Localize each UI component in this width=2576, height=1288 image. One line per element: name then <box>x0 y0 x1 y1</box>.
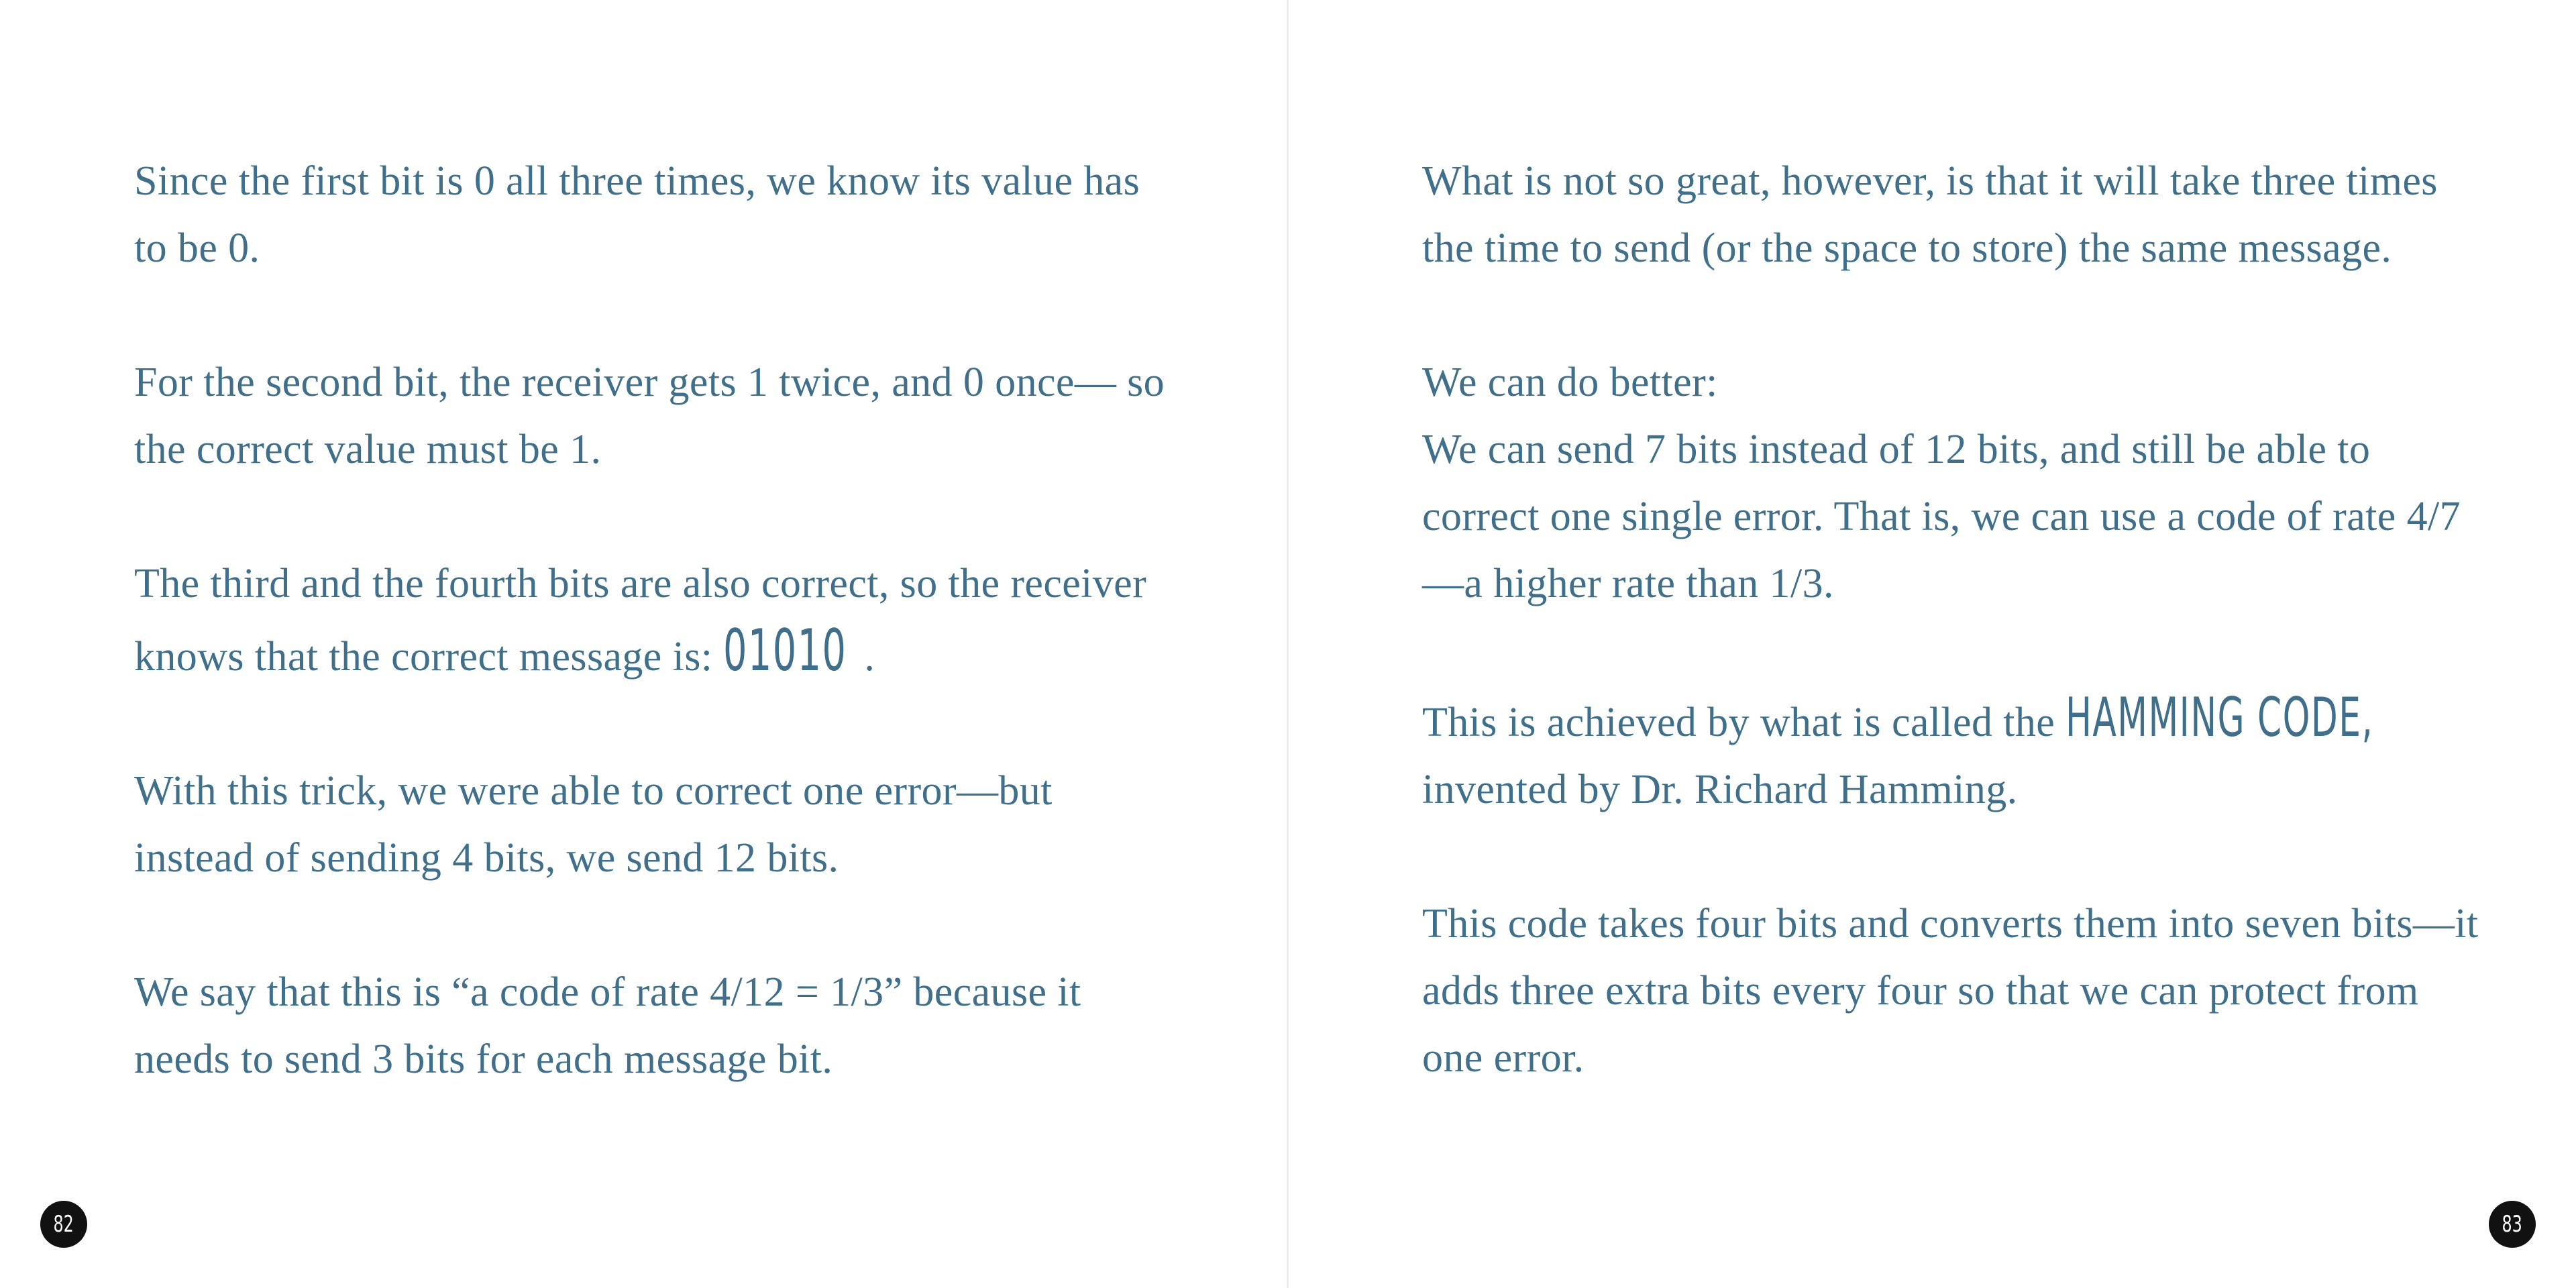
page-number-right: 83 <box>2502 1211 2523 1238</box>
right-page-text <box>1422 148 2482 1159</box>
paragraph-correct-message-text: The third and the fourth bits are also correct, so the receiver knows that the correct message is: <box>134 561 1147 680</box>
decoded-message-code: 01010 <box>723 617 847 684</box>
paragraph-first-bit: Since the first bit is 0 all three times, we know its value has to be 0. <box>134 158 1140 271</box>
hamming-code-term: HAMMING CODE, <box>2065 686 2374 749</box>
paragraph-seven-bits: We can send 7 bits instead of 12 bits, and still be able to correct one single error. That is, we can use a code of rate 4/7—a higher rate than 1/3. <box>1422 427 2461 606</box>
page-number-left: 82 <box>53 1211 74 1238</box>
page-number-badge-right <box>2489 1201 2536 1248</box>
left-page-text <box>134 148 1181 1160</box>
paragraph-do-better: We can do better: <box>1422 360 1718 405</box>
paragraph-second-bit: For the second bit, the receiver gets 1 twice, and 0 once— so the correct value must be 1. <box>134 360 1165 472</box>
paragraph-correct-message <box>134 550 1181 690</box>
paragraph-four-to-seven: This code takes four bits and converts them into seven bits—it adds three extra bits every four so that we can protect from one error. <box>1422 901 2479 1081</box>
paragraph-code-rate: We say that this is “a code of rate 4/12 = 1/3” because it needs to send 3 bits for each message bit. <box>134 969 1081 1082</box>
page-number-badge-left <box>40 1201 87 1248</box>
paragraph-hamming-code <box>1422 684 2482 823</box>
paragraph-trick: With this trick, we were able to correct one error—but instead of sending 4 bits, we send 12 bits. <box>134 768 1053 881</box>
right-page <box>1288 0 2576 1288</box>
paragraph-hamming-code-end: invented by Dr. Richard Hamming. <box>1422 767 2018 812</box>
paragraph-hamming-code-text: This is achieved by what is called the <box>1422 700 2066 745</box>
paragraph-correct-message-end: . <box>864 634 875 680</box>
paragraph-not-so-great: What is not so great, however, is that it will take three times the time to send (or the space to store) the same message. <box>1422 158 2438 271</box>
